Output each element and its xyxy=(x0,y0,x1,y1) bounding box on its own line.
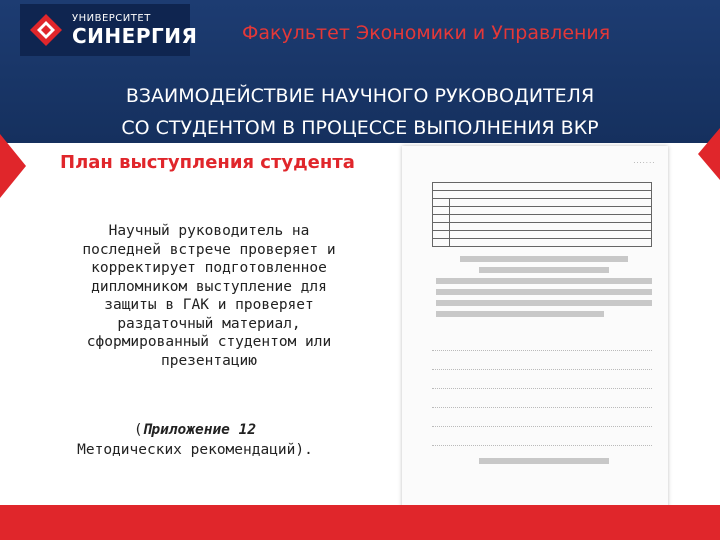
plan-heading: План выступления студента xyxy=(60,152,355,173)
doc-subheading-lines xyxy=(436,256,652,278)
right-chevron-decoration xyxy=(698,128,720,180)
doc-items xyxy=(432,332,652,446)
doc-corner-label: · · · · · · · xyxy=(633,160,654,166)
doc-footer-lines xyxy=(436,458,652,469)
left-chevron-decoration xyxy=(0,134,26,198)
body-line: раздаточный материал, xyxy=(117,315,301,332)
body-line: защиты в ГАК и проверяет xyxy=(104,297,314,313)
body-line: последней встрече проверяет и xyxy=(82,241,336,258)
body-line: Научный руководитель на xyxy=(108,223,310,239)
body-line: сформированный студентом или xyxy=(86,334,332,350)
appendix-paren: ( xyxy=(133,422,143,438)
logo-small-text: УНИВЕРСИТЕТ xyxy=(72,13,151,24)
body-paragraph xyxy=(50,222,368,370)
body-line: корректирует подготовленное xyxy=(91,260,327,276)
synergy-logo-icon xyxy=(28,12,64,48)
bottom-red-strip xyxy=(0,505,720,540)
slide-title-line-1: ВЗАИМОДЕЙСТВИЕ НАУЧНОГО РУКОВОДИТЕЛЯ xyxy=(125,85,595,107)
appendix-reference xyxy=(50,420,340,460)
faculty-name: Факультет Экономики и Управления xyxy=(242,22,611,44)
appendix-line-2: Методических рекомендаций). xyxy=(77,442,313,458)
university-logo xyxy=(20,4,198,56)
body-line: дипломником выступление для xyxy=(91,278,327,295)
doc-text-lines xyxy=(436,278,652,322)
body-line: презентацию xyxy=(160,352,258,369)
slide-header xyxy=(0,0,720,143)
slide-title xyxy=(0,80,720,144)
appendix-bold: Приложение 12 xyxy=(142,422,257,438)
slide-title-line-2: СО СТУДЕНТОМ В ПРОЦЕССЕ ВЫПОЛНЕНИЯ ВКР xyxy=(121,117,599,139)
logo-big-text: СИНЕРГИЯ xyxy=(72,24,198,48)
doc-structure-table xyxy=(432,182,652,247)
appendix-document-image xyxy=(402,146,668,522)
